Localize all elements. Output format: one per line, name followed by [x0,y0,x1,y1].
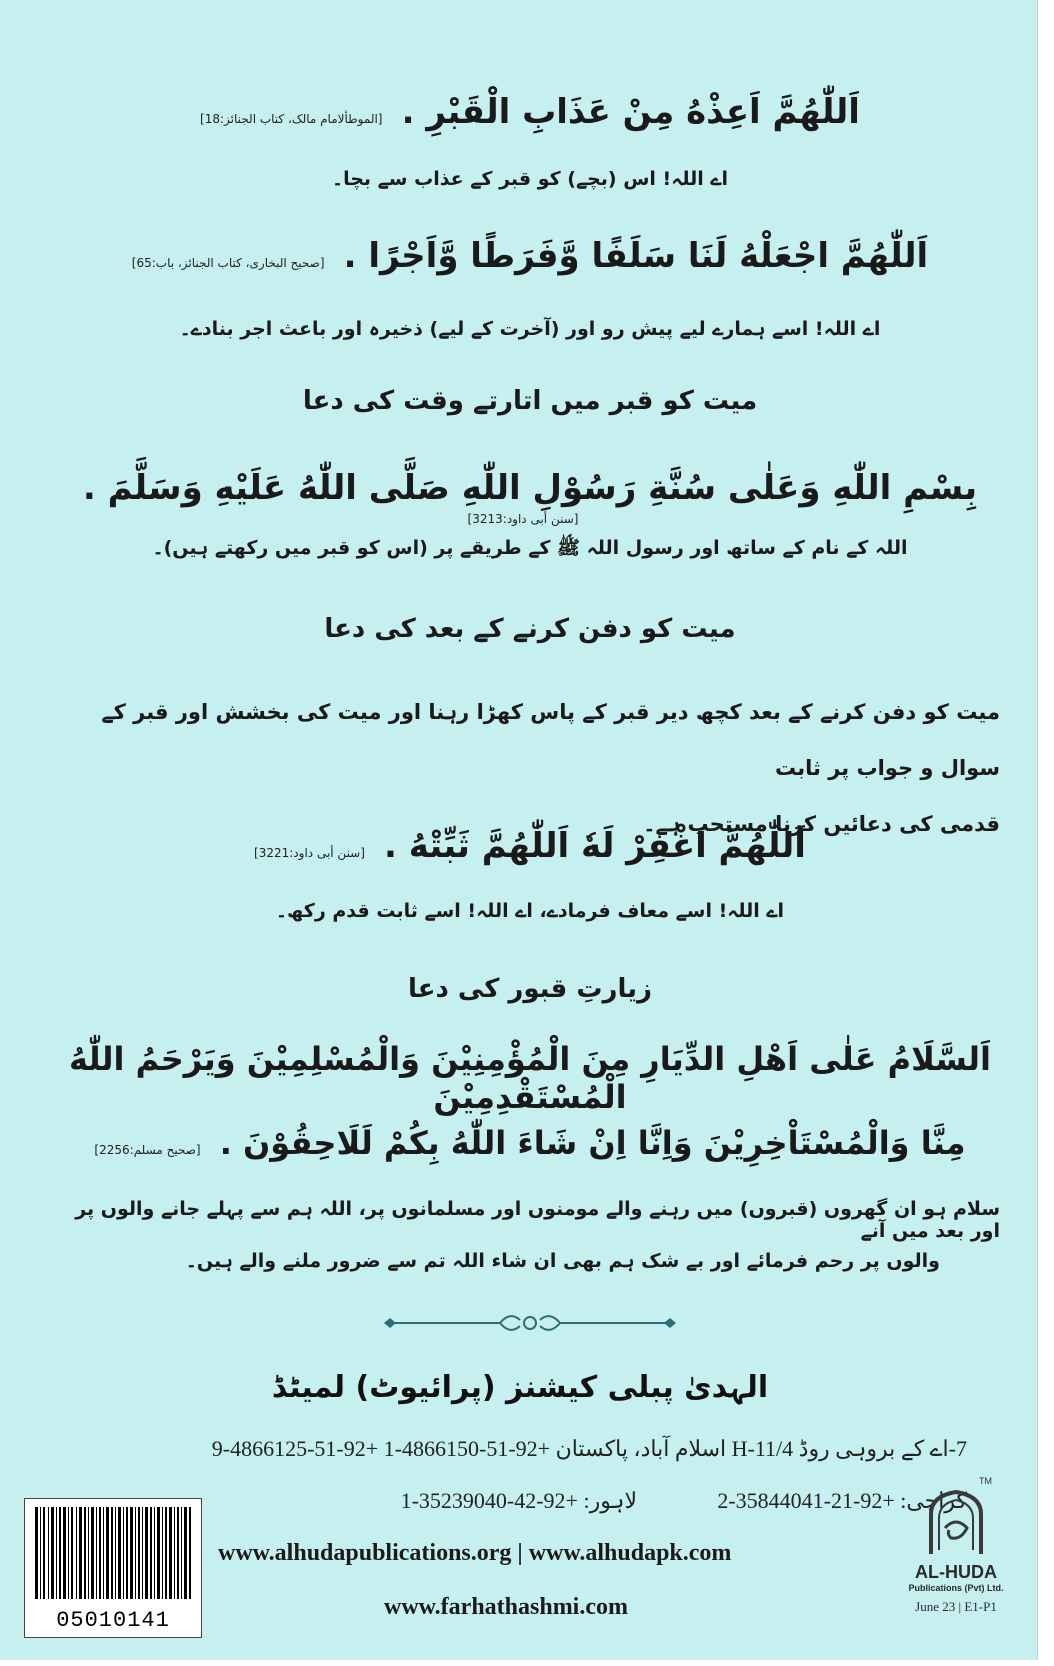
section-2-paragraph-line-2: قدمی کی دعائیں کرنا مستحب ہے۔ [643,812,1000,836]
publisher-name: الہدیٰ پبلی کیشنز (پرائیوٹ) لمیٹڈ [271,1370,769,1405]
section-3-reference: [صحیح مسلم:2256] [94,1143,201,1157]
section-3-translation-line-1: سلام ہو ان گھروں (قبروں) میں رہنے والے مومنوں اور مسلمانوں پر، اللہ ہم سے پہلے جانے والوں پر اور بعد میں آنے [75,1198,1000,1242]
address-line: 7-اے کے بروہی روڈ H-11/4 اسلام آباد، پاکستان +92-51-4866150-1 +92-51-4866125-9 [211,1436,967,1461]
barcode-bars-icon [35,1507,191,1599]
dua-2-arabic: اَللّٰهُمَّ اجْعَلْهُ لَنَا سَلَفًا وَّفَرَطًا وَّاَجْرًا . [343,236,929,276]
section-2-dua [60,826,1000,866]
section-1-translation: اللہ کے نام کے ساتھ اور رسول اللہ ﷺ کے طریقے پر (اس کو قبر میں رکھتے ہیں)۔ [152,537,908,559]
section-3-translation-line-2: والوں پر رحم فرمائے اور بے شک ہم بھی ان شاء اللہ تم سے ضرور ملنے والے ہیں۔ [185,1250,940,1272]
section-2-heading: میت کو دفن کرنے کے بعد کی دعا [324,614,736,644]
section-2-arabic: اَللّٰهُمَّ اغْفِرْ لَهٗ اَللّٰهُمَّ ثَبِّتْهُ . [384,826,806,866]
dua-2-reference: [صحیح البخاری، کتاب الجنائز، باب:65] [131,256,325,270]
website-farhathashmi[interactable]: www.farhathashmi.com [384,1594,628,1620]
section-3-arabic-line-2: مِنَّا وَالْمُسْتَاْخِرِيْنَ وَاِنَّا اِنْ شَاءَ اللّٰهُ بِكُمْ لَلَاحِقُوْنَ . [219,1124,966,1162]
dua-1-arabic: اَللّٰهُمَّ اَعِذْهُ مِنْ عَذَابِ الْقَبْرِ . [401,92,860,132]
section-2-reference: [سنن أبی داود:3221] [254,846,365,860]
trademark: TM [979,1476,992,1486]
barcode [24,1498,202,1638]
section-2-paragraph-line-1: میت کو دفن کرنے کے بعد کچھ دیر قبر کے پاس کھڑا رہنا اور میت کی بخشش اور قبر کے سوال و جواب پر ثابت [101,700,1000,780]
dua-1-translation: اے اللہ! اس (بچے) کو قبر کے عذاب سے بچا۔ [331,168,729,190]
dua-2 [60,236,1000,276]
dua-1-reference: [الموطألامام مالک، کتاب الجنائز:18] [200,112,383,126]
divider-ornament [380,1308,680,1338]
dua-1 [60,92,1000,132]
print-code: June 23 | E1-P1 [915,1599,997,1614]
logo-brand: AL-HUDA [915,1562,997,1582]
section-1-dua [60,468,1000,527]
section-1-reference: [سنن أبی داود:3213] [467,512,579,526]
section-3-arabic-line-1: اَلسَّلَامُ عَلٰى اَهْلِ الدِّيَارِ مِنَ الْمُؤْمِنِيْنَ وَالْمُسْلِمِيْنَ وَيَرْحَمُ اللّٰهُ الْمُسْتَقْدِمِيْنَ [69,1040,991,1116]
section-1-arabic: بِسْمِ اللّٰهِ وَعَلٰى سُنَّةِ رَسُوْلِ اللّٰهِ صَلَّى اللّٰهُ عَلَيْهِ وَسَلَّمَ . [82,468,978,508]
section-3-dua-line-2 [60,1124,1000,1162]
section-3-heading: زیارتِ قبور کی دعا [408,974,652,1004]
websites-line[interactable]: www.alhudapublications.org | www.alhudapk.com [218,1540,732,1566]
alhuda-logo [900,1488,1012,1638]
lahore-contact: لاہور: +92-42-35239040-1 [400,1488,637,1513]
section-1-heading: میت کو قبر میں اتارتے وقت کی دعا [302,386,758,416]
barcode-number: 05010141 [56,1608,170,1633]
logo-subtitle: Publications (Pvt) Ltd. [908,1583,1004,1593]
section-2-translation: اے اللہ! اسے معاف فرمادے، اے اللہ! اسے ثابت قدم رکھ۔ [275,900,785,922]
dua-2-translation: اے اللہ! اسے ہمارے لیے پیش رو اور (آخرت کے لیے) ذخیرہ اور باعث اجر بنادے۔ [179,318,881,340]
karachi-contact: کراچی: +92-21-35844041-2 [717,1488,967,1513]
alhuda-emblem-icon [921,1488,991,1558]
